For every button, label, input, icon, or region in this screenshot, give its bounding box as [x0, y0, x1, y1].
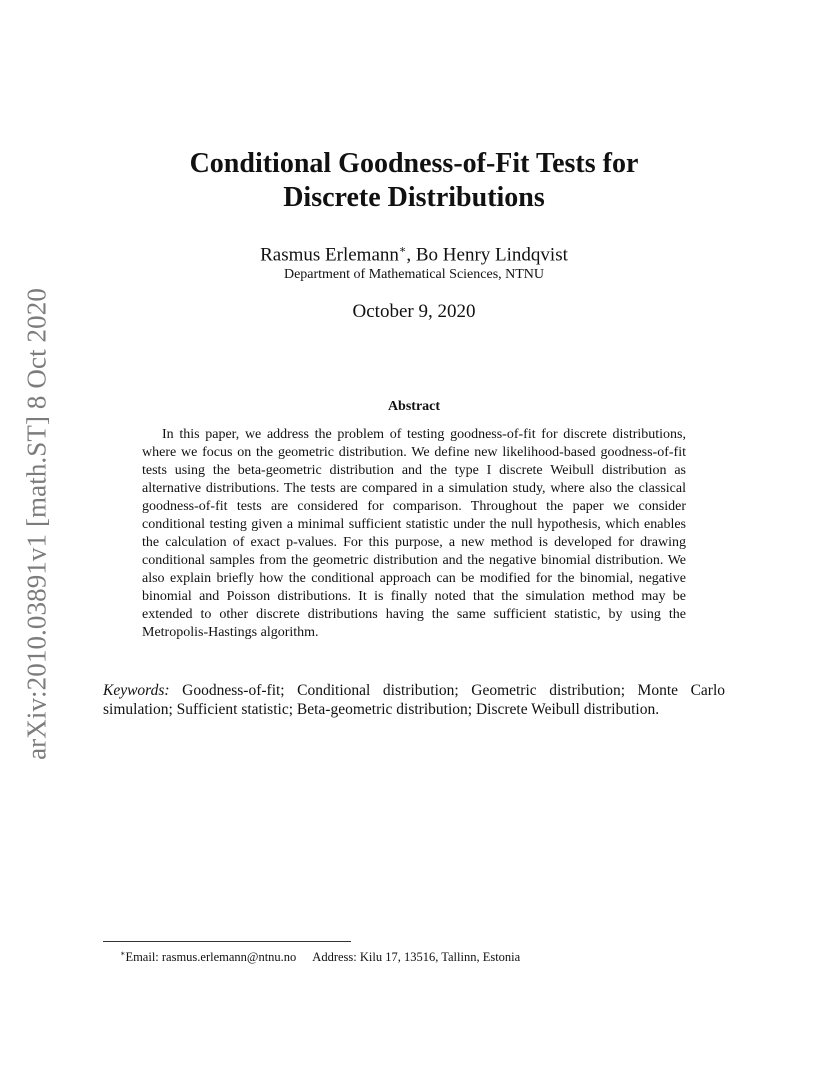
paper-title [0, 147, 828, 215]
footnote-divider [103, 941, 351, 942]
arxiv-identifier-text: arXiv:2010.03891v1 [math.ST] 8 Oct 2020 [21, 288, 52, 760]
author-affiliation: Department of Mathematical Sciences, NTNU [283, 267, 545, 282]
paper-title-line-2: Discrete Distributions [283, 182, 545, 213]
footnote-email: Email: rasmus.erlemann@ntnu.no [125, 950, 297, 965]
keywords-section [103, 681, 725, 719]
paper-title-line-1: Conditional Goodness-of-Fit Tests for [189, 148, 639, 179]
publication-date: October 9, 2020 [352, 301, 476, 322]
footnote-address: Address: Kilu 17, 13516, Tallinn, Estonia [312, 950, 521, 965]
keywords-label: Keywords: [103, 682, 170, 699]
footnote [120, 946, 520, 965]
abstract-text: In this paper, we address the problem of testing goodness-of-fit for discrete distributions, where we focus on the geometric distribution. We define new likelihood-based goodness-of-fit tests using the beta-geometric distribution and the type I discrete Weibull distribution as alternative distributions. The tests are compared in a simulation study, where also the classical goodness-of-fit tests are considered for comparison. Throughout the paper we consider conditional testing given a minimal sufficient statistic under the null hypothesis, which enables the calculation of exact p-values. For this purpose, a new method is developed for drawing conditional samples from the geometric distribution and the negative binomial distribution. We also explain briefly how the conditional approach can be modified for the binomial, negative binomial and Poisson distributions. It is finally noted that the simulation method may be extended to other discrete distributions having the same sufficient statistic, by using the Metropolis-Hastings algorithm. [142, 427, 686, 640]
keywords-text: Goodness-of-fit; Conditional distribution; Geometric distribution; Monte Carlo simulation; Sufficient statistic; Beta-geometric distribution; Discrete Weibull distribution. [103, 682, 726, 718]
author-first: Rasmus Erlemann [260, 244, 399, 266]
author-list [0, 239, 828, 266]
footnote-mark-symbol: ∗ [120, 949, 126, 958]
abstract-heading: Abstract [387, 399, 441, 414]
arxiv-identifier-stamp [16, 282, 58, 766]
author-rest: , Bo Henry Lindqvist [406, 244, 568, 266]
footnote-mark: ∗ [398, 244, 407, 256]
